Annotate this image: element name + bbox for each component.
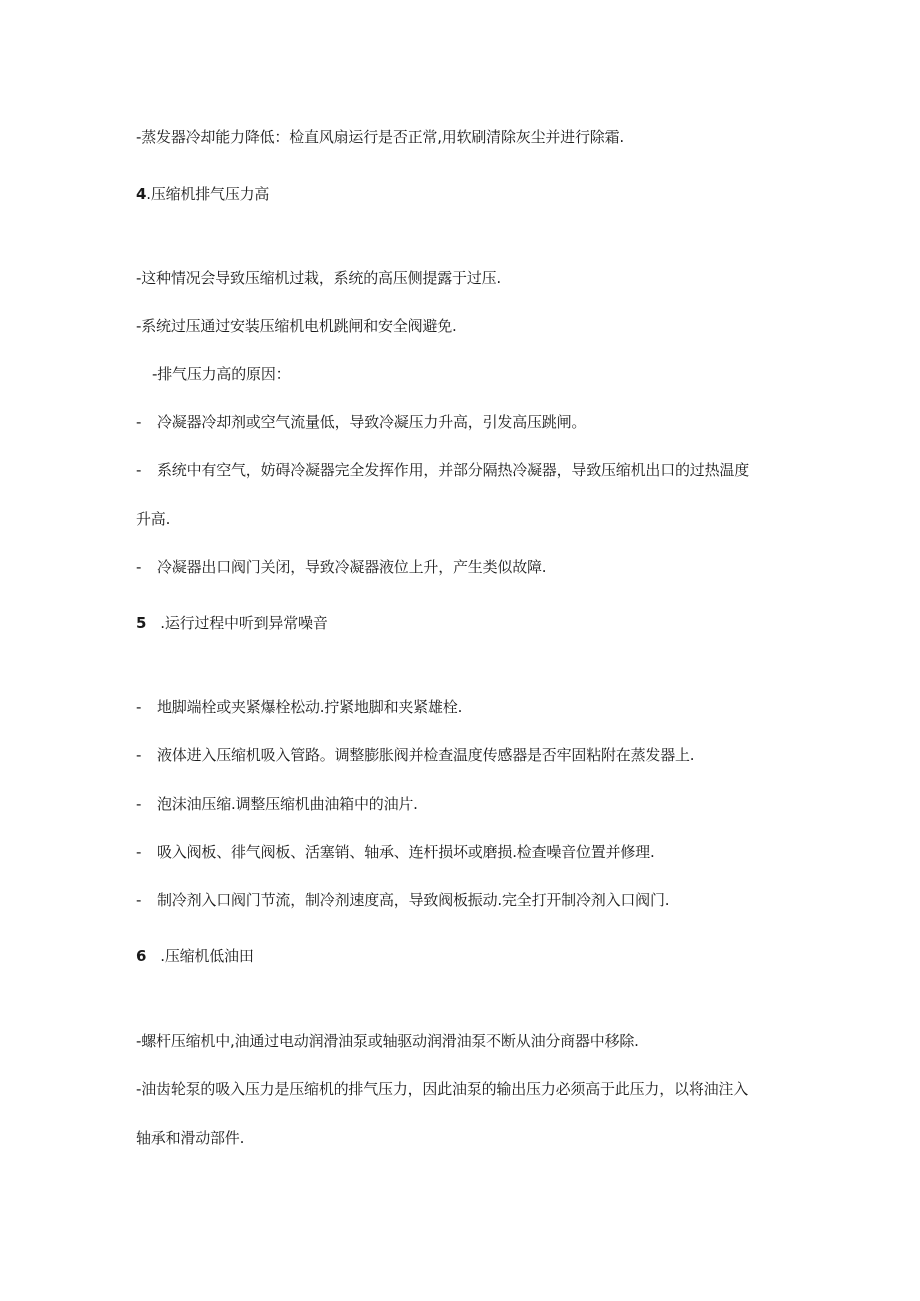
bullet-dash: - (136, 558, 142, 576)
list-item-text: 系统中有空气，妨碍冷凝器完全发挥作用，并部分隔热冷凝器，导致压缩机出口的过热温度 (157, 461, 750, 479)
list-item-text: 冷凝器冷却剂或空气流量低，导致冷凝压力升高，引发高压跳闸。 (157, 413, 587, 431)
list-item (136, 557, 546, 577)
bullet-dash: - (136, 461, 142, 479)
heading-text: .压缩机低油田 (160, 947, 254, 965)
list-item (136, 412, 586, 432)
list-item (136, 697, 462, 717)
paragraph-oil-pump-continuation: 轴承和滑动部件. (136, 1129, 245, 1147)
bullet-dash: - (136, 843, 142, 861)
paragraph-evaporator: -蒸发器冷却能力降低：检直风扇运行是否正常,用软刷清除灰尘并进行除霜. (136, 128, 624, 146)
heading-text: .压缩机排气压力高 (146, 185, 270, 203)
bullet-dash: - (136, 891, 142, 909)
list-item-text: 泡沫油压缩.调整压缩机曲油箱中的油片. (157, 795, 418, 813)
list-item (136, 890, 669, 910)
bullet-dash: - (136, 413, 142, 431)
heading-number: 6 (136, 947, 147, 965)
bullet-dash: - (136, 698, 142, 716)
section-heading-5 (136, 613, 328, 633)
bullet-dash: - (136, 795, 142, 813)
heading-number: 5 (136, 614, 147, 632)
paragraph-causes-title: -排气压力高的原因： (152, 365, 291, 383)
paragraph-oil-pump: -油齿轮泵的吸入压力是压缩机的排气压力，因此油泵的输出压力必须高于此压力，以将油注入 (136, 1080, 749, 1098)
list-item-text: 液体进入压缩机吸入管路。调整膨胀阀并检查温度传感器是否牢固粘附在蒸发器上. (157, 746, 695, 764)
bullet-dash: - (136, 746, 142, 764)
paragraph-screw-compressor: -螺杆压缩机中,油通过电动润滑油泵或轴驱动润滑油泵不断从油分商器中移除. (136, 1032, 639, 1050)
list-item (136, 794, 418, 814)
heading-text: .运行过程中听到异常噪音 (160, 614, 328, 632)
paragraph-overpressure: -系统过压通过安装压缩机电机跳闸和安全阀避免. (136, 317, 457, 335)
list-item-continuation: 升高. (136, 510, 171, 528)
list-item (136, 842, 655, 862)
list-item-text: 地脚端栓或夹紧爆栓松动.拧紧地脚和夹紧雄栓. (157, 698, 463, 716)
section-heading-6 (136, 946, 254, 966)
heading-number: 4 (136, 185, 147, 203)
list-item-text: 冷凝器出口阀门关闭，导致冷凝器液位上升，产生类似故障. (157, 558, 547, 576)
list-item (136, 460, 749, 480)
list-item-text: 吸入阀板、徘气阀板、活塞销、轴承、连杆损坏或磨损.检查噪音位置并修理. (157, 843, 655, 861)
paragraph-overload: -这种情况会导致压缩机过栽，系统的高压侧提露于过压. (136, 269, 501, 287)
section-heading-4 (136, 184, 269, 204)
list-item-text: 制冷剂入口阀门节流，制冷剂速度高，导致阀板振动.完全打开制冷剂入口阀门. (157, 891, 670, 909)
list-item (136, 745, 694, 765)
